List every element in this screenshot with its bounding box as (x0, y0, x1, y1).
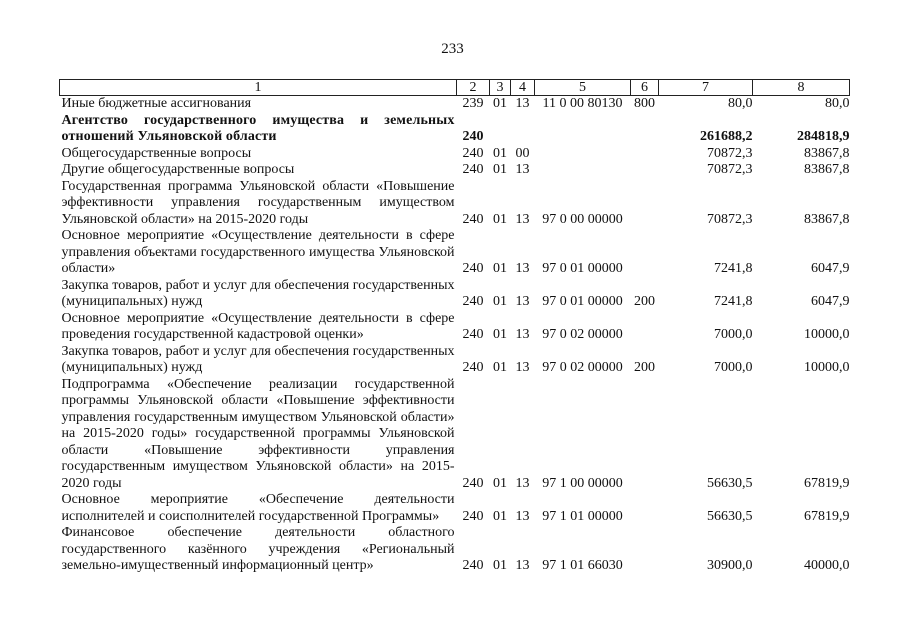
section-code: 01 (493, 211, 507, 227)
expense-type-code (631, 492, 659, 525)
table-row (60, 146, 850, 163)
table-row (60, 96, 850, 113)
table-row (60, 179, 850, 229)
amount-year-2: 83867,8 (804, 211, 850, 227)
column-number-row (60, 80, 850, 96)
table-row (60, 344, 850, 377)
expense-type-code (631, 228, 659, 278)
row-name: Основное мероприятие «Обеспечение деятельности исполнителей и соисполнителей государственной Программы» (61, 492, 455, 524)
amount-year-1: 70872,3 (707, 162, 753, 177)
table-row (60, 492, 850, 525)
amount-year-1: 7000,0 (714, 327, 753, 342)
row-name: Агентство государственного имущества и земельных отношений Ульяновской области (61, 112, 455, 144)
target-article-code: 97 1 01 66030 (542, 558, 623, 573)
expense-type-code (631, 525, 659, 575)
expense-type-code (631, 113, 659, 146)
budget-table (59, 79, 850, 575)
section-code: 01 (493, 294, 507, 309)
admin-code: 240 (462, 294, 484, 309)
row-name: Основное мероприятие «Осуществление деятельности в сфере проведения государственной кадастровой оценки» (61, 310, 455, 342)
expense-type-code (631, 311, 659, 344)
row-name: Подпрограмма «Обеспечение реализации государственной программы Ульяновской области «Повышение эффективности управления государственным имуществом Ульяновской области» на 2015-2020 годы» государственной программы Ульяновской области «Повышение эффективности управления государственным имуществом Ульяновской области» на 2015-2020 годы (61, 376, 455, 491)
target-article-code: 11 0 00 80130 (542, 96, 623, 111)
page-number: 233 (441, 41, 464, 57)
table-row (60, 278, 850, 311)
subsection-code: 13 (515, 558, 530, 573)
expense-type-code (631, 162, 659, 179)
target-article-code: 97 0 02 00000 (542, 327, 623, 342)
subsection-code: 13 (515, 96, 530, 111)
subsection-code: 13 (515, 162, 530, 177)
section-code: 01 (493, 558, 507, 573)
column-header: 7 (659, 80, 753, 96)
expense-type-code: 200 (634, 294, 655, 309)
amount-year-1: 70872,3 (707, 145, 753, 161)
row-name: Закупка товаров, работ и услуг для обеспечения государственных (муниципальных) нужд (61, 343, 455, 375)
column-header: 8 (753, 80, 850, 96)
section-code: 01 (493, 162, 507, 177)
admin-code: 240 (462, 475, 484, 491)
amount-year-2: 67819,9 (804, 475, 850, 491)
amount-year-1: 80,0 (728, 96, 753, 111)
admin-code: 240 (462, 508, 484, 524)
subsection-code: 13 (515, 360, 530, 375)
target-article-code: 97 1 01 00000 (542, 508, 623, 524)
target-article-code: 97 0 01 00000 (542, 261, 623, 276)
admin-code: 240 (462, 327, 484, 342)
amount-year-2: 80,0 (825, 96, 850, 111)
column-header: 2 (457, 80, 490, 96)
section-code: 01 (493, 96, 507, 111)
subsection-code: 13 (515, 327, 530, 342)
admin-code: 240 (462, 145, 484, 161)
row-name: Основное мероприятие «Осуществление деятельности в сфере управления объектами государственного имущества Ульяновской области» (61, 228, 455, 276)
row-name: Государственная программа Ульяновской области «Повышение эффективности управления государственным имуществом Ульяновской области» на 2015-2020 годы (61, 178, 455, 227)
table-row (60, 377, 850, 493)
amount-year-1: 70872,3 (707, 211, 753, 227)
amount-year-2: 83867,8 (804, 145, 850, 161)
admin-code: 240 (462, 261, 484, 276)
amount-year-2: 6047,9 (811, 294, 850, 309)
subsection-code: 00 (515, 145, 530, 161)
section-code: 01 (493, 360, 507, 375)
subsection-code: 13 (515, 508, 530, 524)
admin-code: 239 (462, 96, 484, 111)
row-name: Иные бюджетные ассигнования (61, 96, 252, 111)
subsection-code: 13 (515, 294, 530, 309)
subsection-code (511, 113, 535, 146)
target-article-code: 97 0 02 00000 (542, 360, 623, 375)
amount-year-2: 10000,0 (804, 327, 850, 342)
column-header: 3 (490, 80, 511, 96)
section-code: 01 (493, 475, 507, 491)
admin-code: 240 (462, 211, 484, 227)
target-article-code (535, 162, 631, 179)
amount-year-1: 30900,0 (707, 558, 753, 573)
row-name: Финансовое обеспечение деятельности областного государственного казённого учреждения «Региональный земельно-имущественный информационный центр» (61, 525, 455, 573)
column-header: 5 (535, 80, 631, 96)
table-row (60, 113, 850, 146)
section-code: 01 (493, 327, 507, 342)
column-header: 6 (631, 80, 659, 96)
target-article-code (535, 146, 631, 163)
admin-code: 240 (462, 558, 484, 573)
table-row (60, 525, 850, 575)
table-row (60, 228, 850, 278)
expense-type-code (631, 179, 659, 229)
row-name: Закупка товаров, работ и услуг для обеспечения государственных (муниципальных) нужд (61, 277, 455, 309)
section-code (490, 113, 511, 146)
target-article-code: 97 0 01 00000 (542, 294, 623, 309)
amount-year-2: 6047,9 (811, 261, 850, 276)
section-code: 01 (493, 261, 507, 276)
target-article-code: 97 0 00 00000 (542, 211, 623, 227)
amount-year-2: 83867,8 (804, 162, 850, 177)
amount-year-1: 261688,2 (700, 129, 753, 144)
expense-type-code: 800 (634, 96, 655, 111)
section-code: 01 (493, 508, 507, 524)
amount-year-1: 56630,5 (707, 508, 753, 524)
amount-year-2: 284818,9 (797, 129, 850, 144)
amount-year-1: 56630,5 (707, 475, 753, 491)
target-article-code: 97 1 00 00000 (542, 475, 623, 491)
row-name: Общегосударственные вопросы (61, 145, 252, 161)
table-row (60, 162, 850, 179)
subsection-code: 13 (515, 211, 530, 227)
column-header: 4 (511, 80, 535, 96)
admin-code: 240 (462, 162, 484, 177)
expense-type-code (631, 377, 659, 493)
target-article-code (535, 113, 631, 146)
subsection-code: 13 (515, 475, 530, 491)
expense-type-code (631, 146, 659, 163)
row-name: Другие общегосударственные вопросы (61, 162, 295, 177)
subsection-code: 13 (515, 261, 530, 276)
amount-year-1: 7241,8 (714, 261, 753, 276)
column-header: 1 (60, 80, 457, 96)
amount-year-2: 40000,0 (804, 558, 850, 573)
admin-code: 240 (462, 360, 484, 375)
amount-year-1: 7241,8 (714, 294, 753, 309)
amount-year-2: 67819,9 (804, 508, 850, 524)
expense-type-code: 200 (634, 360, 655, 375)
admin-code: 240 (462, 129, 484, 144)
section-code: 01 (493, 145, 507, 161)
amount-year-1: 7000,0 (714, 360, 753, 375)
table-row (60, 311, 850, 344)
amount-year-2: 10000,0 (804, 360, 850, 375)
